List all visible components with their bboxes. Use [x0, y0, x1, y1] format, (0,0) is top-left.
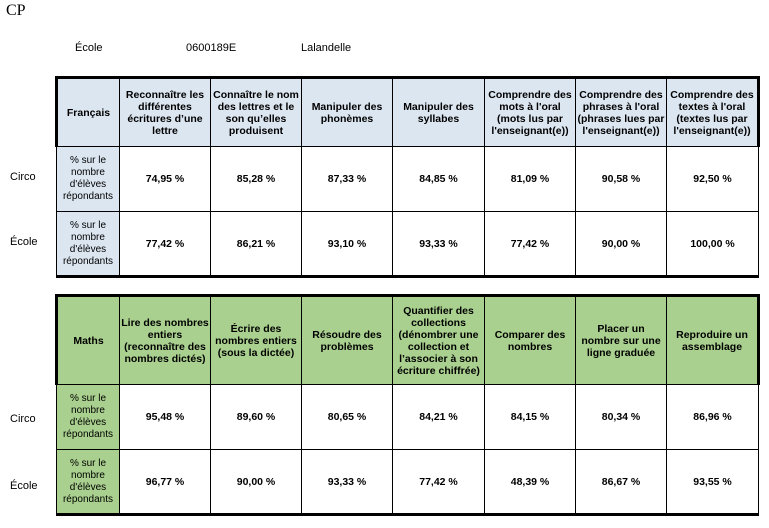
francais-ecole-value: 93,33 % — [393, 212, 485, 277]
francais-ecole-value: 100,00 % — [667, 212, 759, 277]
maths-col-header: Comparer des nombres — [485, 296, 576, 385]
row-label: % sur le nombre d'élèves répondants — [57, 147, 120, 212]
maths-ecole-row — [57, 450, 759, 515]
francais-col-header: Comprendre des textes à l'oral (textes lus par l'enseignant(e)) — [667, 78, 759, 147]
francais-header-row — [57, 78, 759, 147]
maths-col-header: Reproduire un assemblage — [667, 296, 759, 385]
francais-ecole-row — [57, 212, 759, 277]
maths-header-row — [57, 296, 759, 385]
maths-ecole-value: 48,39 % — [485, 450, 576, 515]
francais-ecole-value: 93,10 % — [302, 212, 393, 277]
circo-row-label: Circo — [10, 171, 36, 183]
francais-col-header: Manipuler des syllabes — [393, 78, 485, 147]
francais-ecole-value: 86,21 % — [211, 212, 302, 277]
maths-ecole-value: 93,55 % — [667, 450, 759, 515]
maths-ecole-value: 96,77 % — [120, 450, 211, 515]
francais-col-header: Comprendre des mots à l'oral (mots lus par l'enseignant(e)) — [485, 78, 576, 147]
maths-title: Maths — [57, 296, 120, 385]
grade-title: CP — [6, 2, 26, 19]
francais-circo-value: 90,58 % — [576, 147, 667, 212]
ecole-row-label: École — [10, 480, 38, 492]
francais-title: Français — [57, 78, 120, 147]
francais-ecole-value: 77,42 % — [120, 212, 211, 277]
francais-ecole-value: 90,00 % — [576, 212, 667, 277]
francais-ecole-value: 77,42 % — [485, 212, 576, 277]
maths-circo-value: 84,21 % — [393, 385, 485, 450]
maths-circo-value: 95,48 % — [120, 385, 211, 450]
francais-circo-value: 74,95 % — [120, 147, 211, 212]
ecole-label: École — [75, 42, 103, 54]
maths-circo-value: 86,96 % — [667, 385, 759, 450]
francais-circo-row — [57, 147, 759, 212]
maths-circo-value: 80,65 % — [302, 385, 393, 450]
school-code: 0600189E — [186, 42, 237, 54]
maths-ecole-value: 93,33 % — [302, 450, 393, 515]
maths-ecole-value: 77,42 % — [393, 450, 485, 515]
maths-ecole-value: 86,67 % — [576, 450, 667, 515]
maths-col-header: Quantifier des collections (dénombrer une collection et l’associer à son écriture chiffrée) — [393, 296, 485, 385]
school-name: Lalandelle — [301, 42, 352, 54]
maths-circo-row — [57, 385, 759, 450]
maths-col-header: Placer un nombre sur une ligne graduée — [576, 296, 667, 385]
francais-circo-value: 84,85 % — [393, 147, 485, 212]
maths-table — [55, 294, 760, 516]
row-label: % sur le nombre d'élèves répondants — [57, 212, 120, 277]
row-label: % sur le nombre d'élèves répondants — [57, 385, 120, 450]
maths-col-header: Lire des nombres entiers (reconnaître des nombres dictés) — [120, 296, 211, 385]
maths-circo-value: 84,15 % — [485, 385, 576, 450]
francais-circo-value: 87,33 % — [302, 147, 393, 212]
ecole-row-label: École — [10, 236, 38, 248]
francais-circo-value: 92,50 % — [667, 147, 759, 212]
francais-circo-value: 81,09 % — [485, 147, 576, 212]
circo-row-label: Circo — [10, 413, 36, 425]
francais-col-header: Comprendre des phrases à l'oral (phrases lues par l'enseignant(e)) — [576, 78, 667, 147]
maths-ecole-value: 90,00 % — [211, 450, 302, 515]
maths-circo-value: 89,60 % — [211, 385, 302, 450]
francais-circo-value: 85,28 % — [211, 147, 302, 212]
francais-col-header: Manipuler des phonèmes — [302, 78, 393, 147]
francais-col-header: Connaître le nom des lettres et le son qu’elles produisent — [211, 78, 302, 147]
francais-col-header: Reconnaître les différentes écritures d’une lettre — [120, 78, 211, 147]
maths-circo-value: 80,34 % — [576, 385, 667, 450]
maths-col-header: Écrire des nombres entiers (sous la dictée) — [211, 296, 302, 385]
row-label: % sur le nombre d'élèves répondants — [57, 450, 120, 515]
maths-col-header: Résoudre des problèmes — [302, 296, 393, 385]
francais-table — [55, 76, 760, 278]
